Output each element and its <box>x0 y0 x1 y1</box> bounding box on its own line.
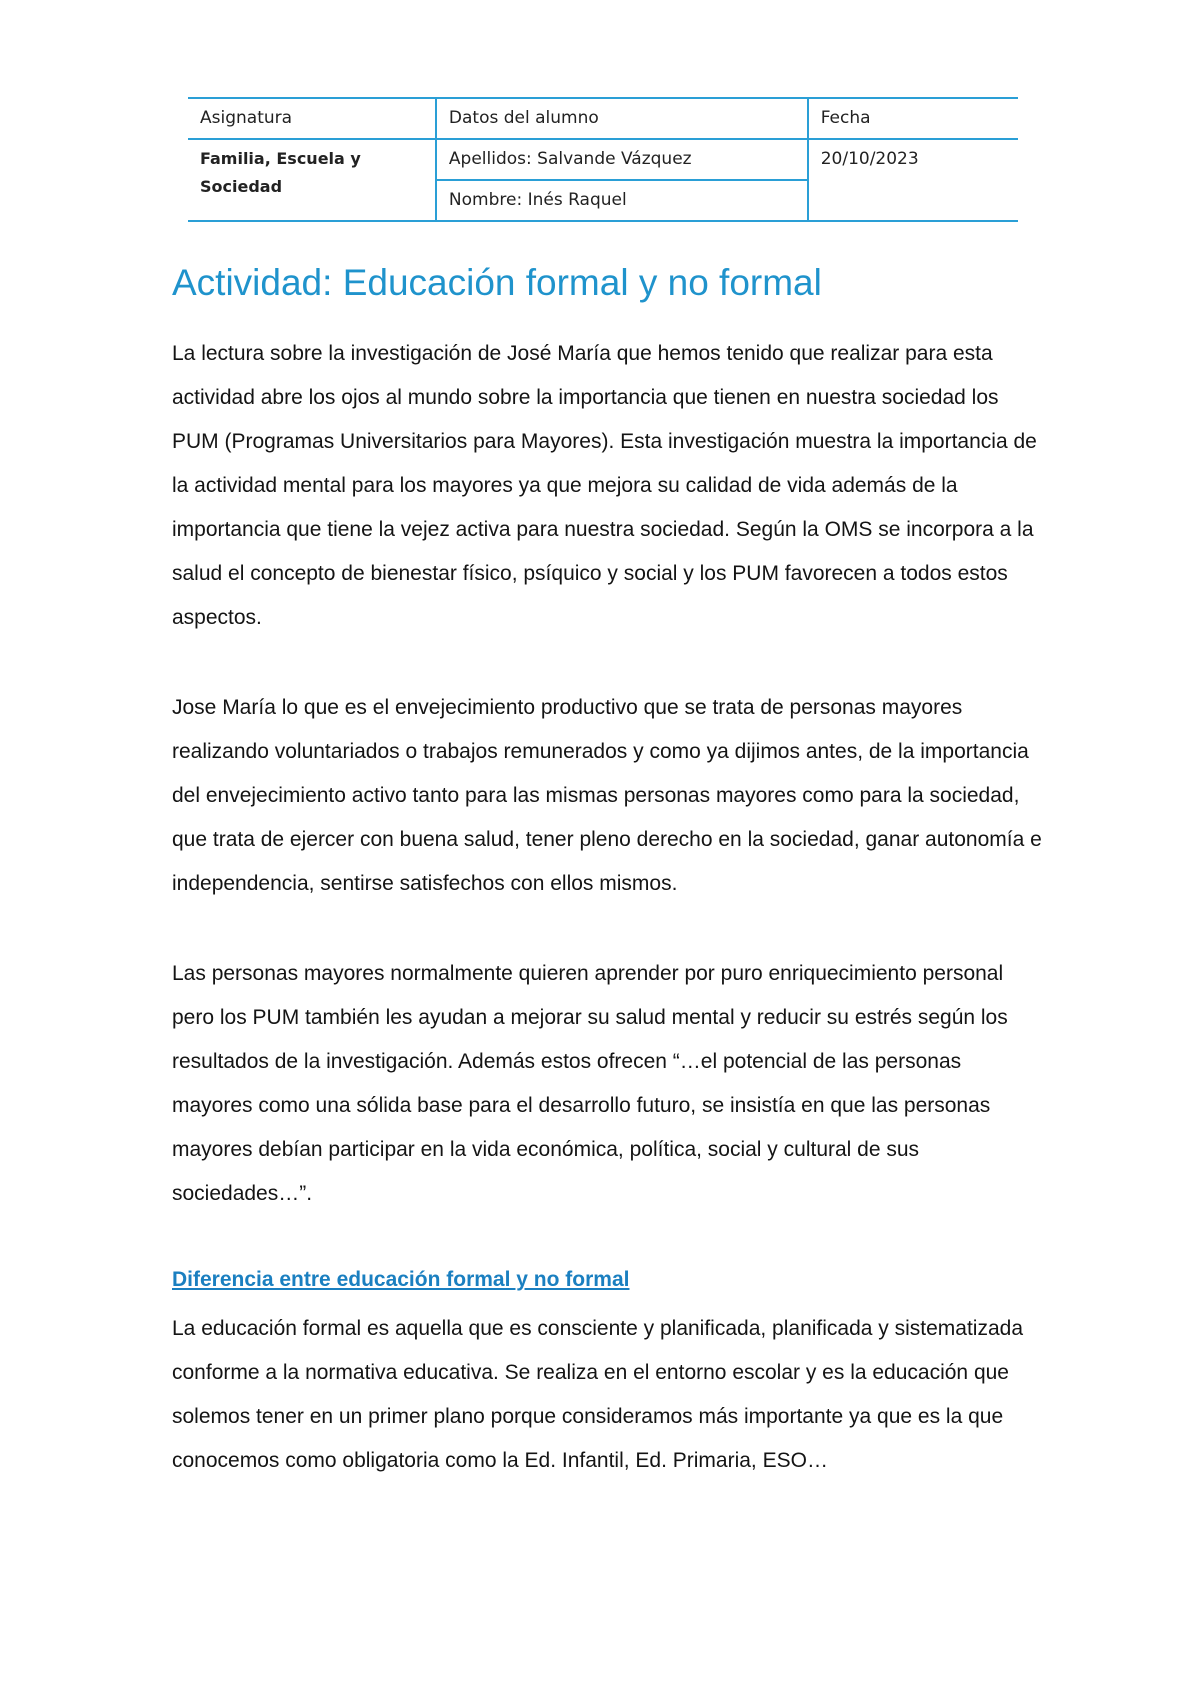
date-label: Fecha <box>808 98 1018 139</box>
paragraph-learning: Las personas mayores normalmente quieren aprender por puro enriquecimiento personal pero los PUM también les ayudan a mejorar su salud mental y reducir su estrés según los resultados de la investigación. Además estos ofrecen “…el potencial de las personas mayores como una sólida base para el desarrollo futuro, se insistía en que las personas mayores debían participar en la vida económica, política, social y cultural de sus sociedades…”. <box>172 962 1008 1205</box>
header-data-row <box>188 139 1018 180</box>
subject-value-line2: Sociedad <box>200 177 283 196</box>
paragraph-intro: La lectura sobre la investigación de José María que hemos tenido que realizar para esta actividad abre los ojos al mundo sobre la importancia que tienen en nuestra sociedad los PUM (Programas Universitarios para Mayores). Esta investigación muestra la importancia de la actividad mental para los mayores ya que mejora su calidad de vida además de la importancia que tiene la vejez activa para nuestra sociedad. Según la OMS se incorpora a la salud el concepto de bienestar físico, psíquico y social y los PUM favorecen a todos estos aspectos. <box>172 342 1037 629</box>
section-heading-link[interactable]: Diferencia entre educación formal y no formal <box>172 1268 630 1291</box>
header-row <box>188 98 1018 139</box>
surname-field: Apellidos: Salvande Vázquez <box>436 139 808 180</box>
date-value: 20/10/2023 <box>808 139 1018 221</box>
subject-label: Asignatura <box>188 98 436 139</box>
paragraph-formal-education: La educación formal es aquella que es consciente y planificada, planificada y sistematizada conforme a la normativa educativa. Se realiza en el entorno escolar y es la educación que solemos tener en un primer plano porque consideramos más importante ya que es la que conocemos como obligatoria como la Ed. Infantil, Ed. Primaria, ESO… <box>172 1317 1024 1472</box>
subject-value <box>188 139 436 221</box>
paragraph-productive-aging: Jose María lo que es el envejecimiento productivo que se trata de personas mayores realizando voluntariados o trabajos remunerados y como ya dijimos antes, de la importancia del envejecimiento activo tanto para las mismas personas mayores como para la sociedad, que trata de ejercer con buena salud, tener pleno derecho en la sociedad, ganar autonomía e independencia, sentirse satisfechos con ellos mismos. <box>172 696 1042 895</box>
student-data-label: Datos del alumno <box>436 98 808 139</box>
subject-value-line1: Familia, Escuela y <box>200 149 361 168</box>
name-field: Nombre: Inés Raquel <box>436 180 808 221</box>
page-title: Actividad: Educación formal y no formal <box>172 262 822 303</box>
header-table <box>188 97 1018 222</box>
